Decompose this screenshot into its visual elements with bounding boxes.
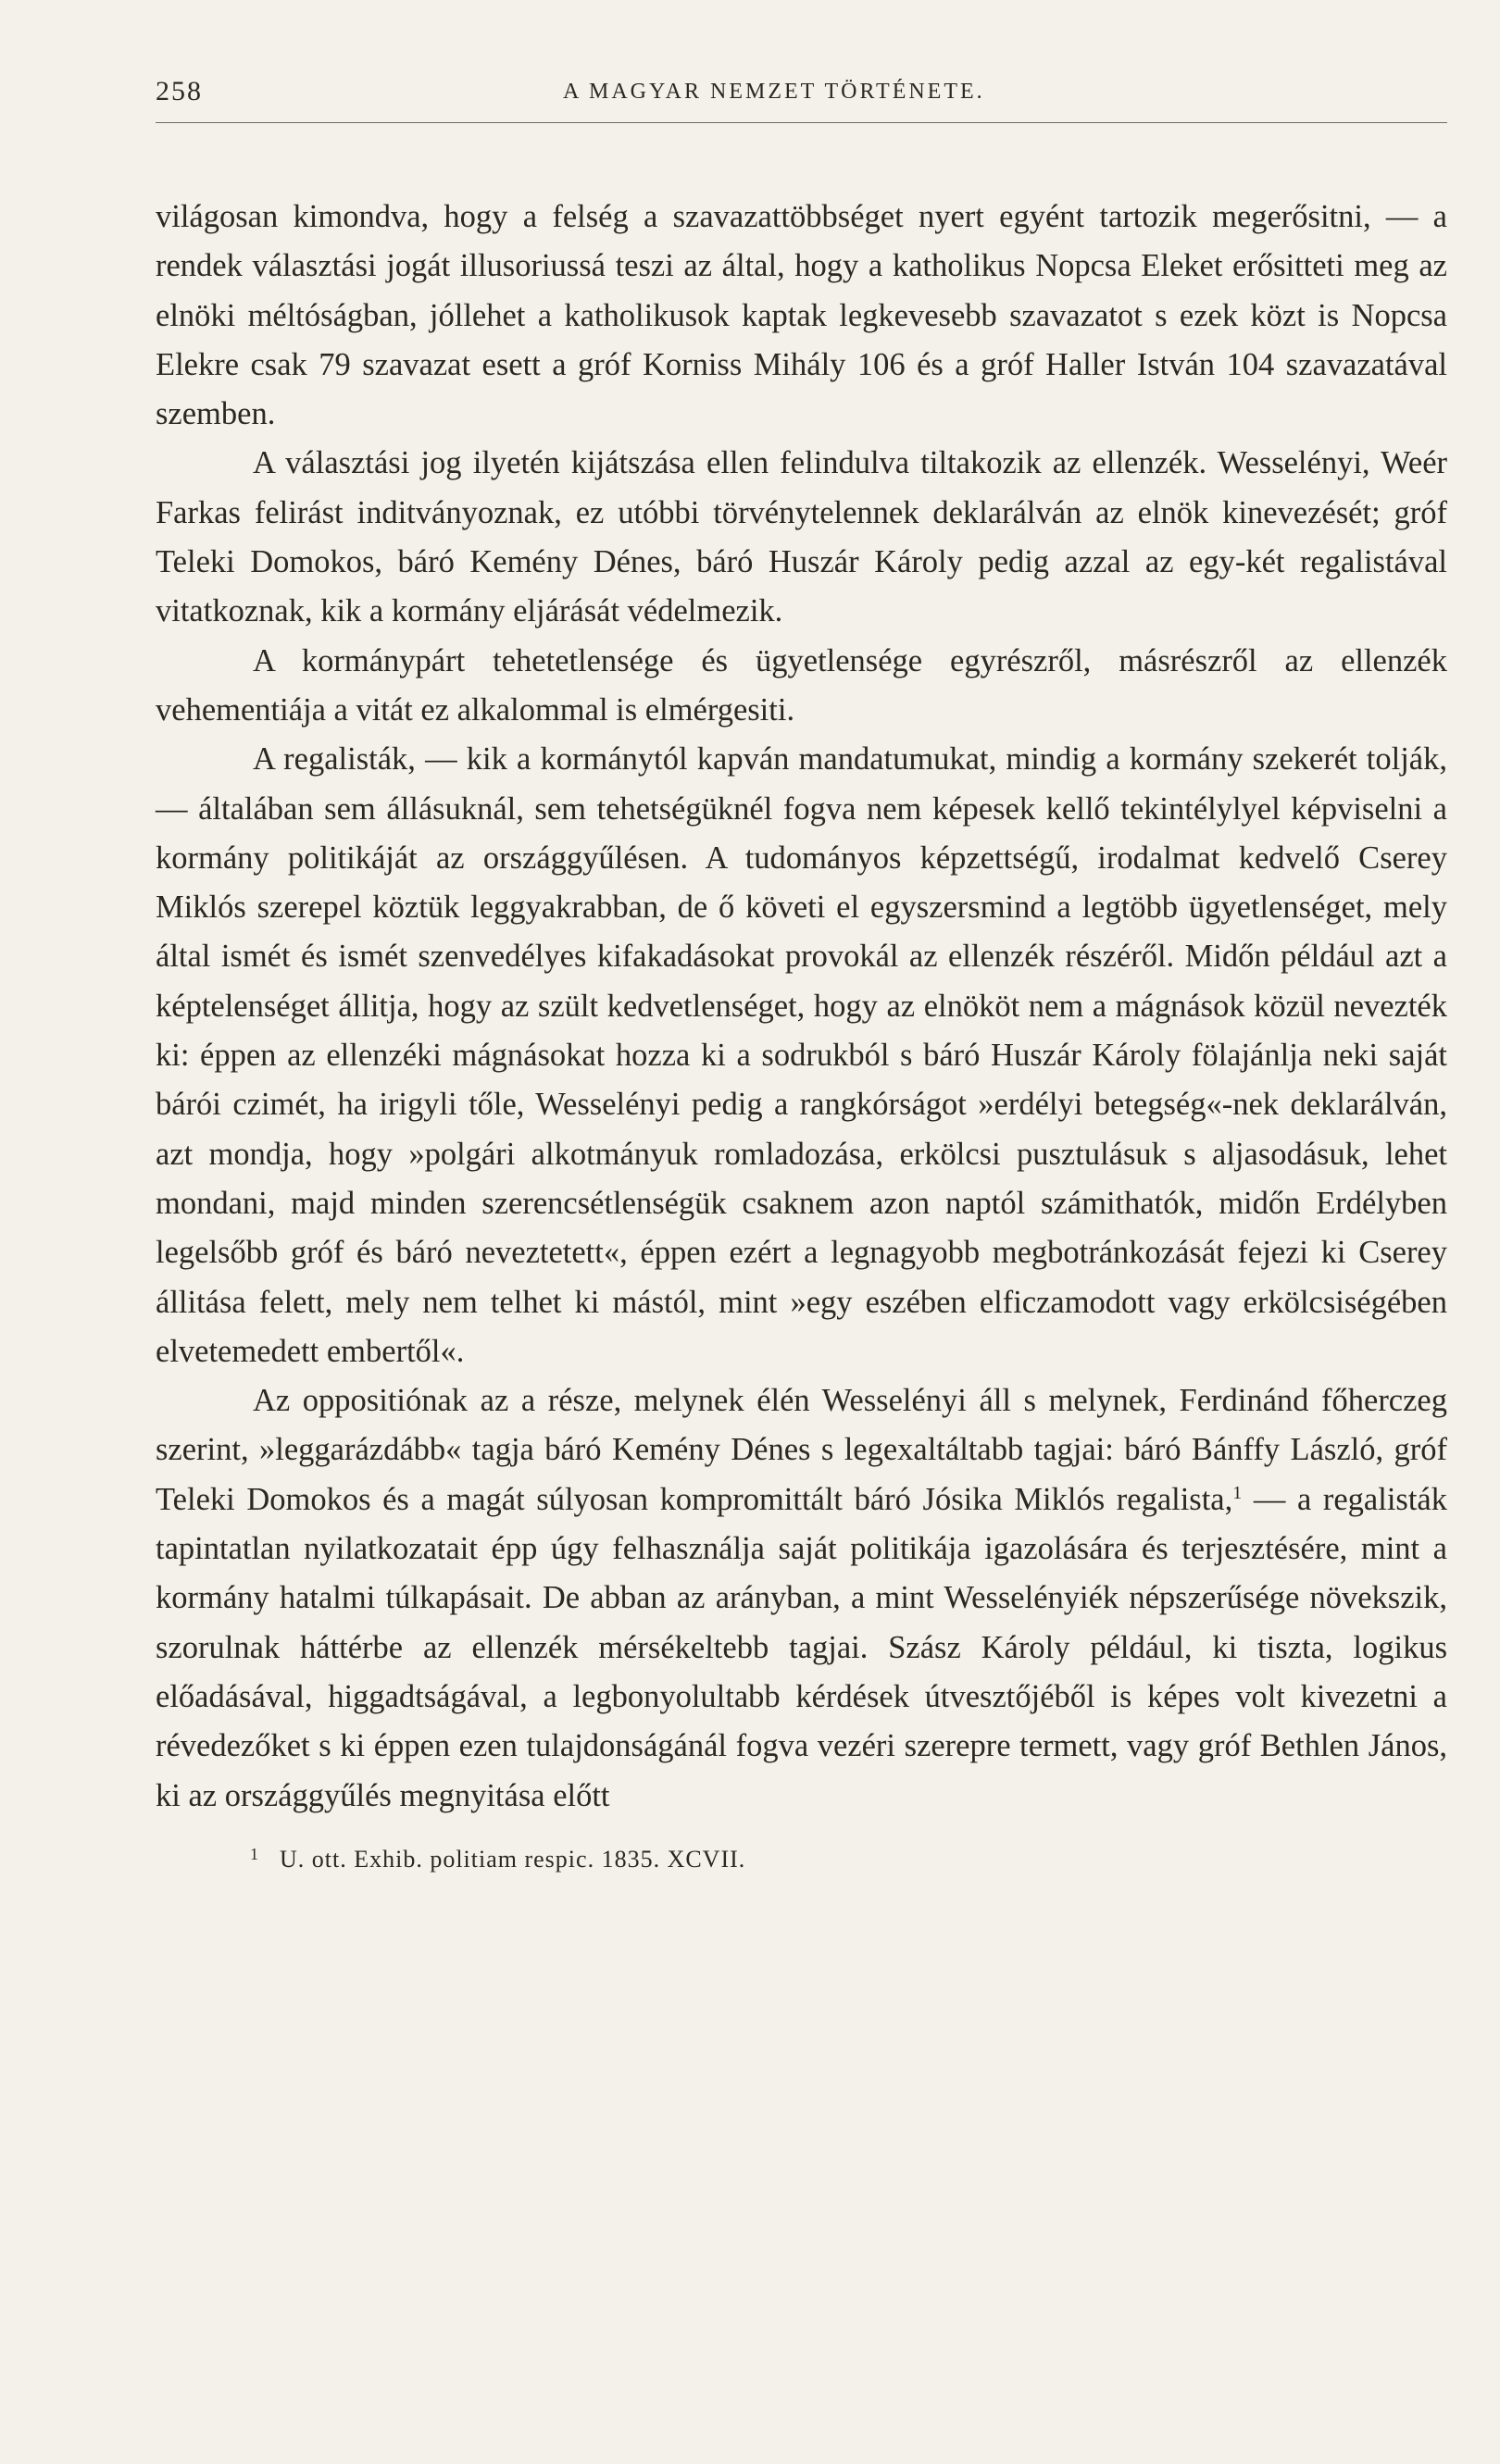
page-header <box>156 76 1452 113</box>
paragraph-4: A regalisták, — kik a kormánytól kapván mandatumukat, mindig a kormány szekerét tolják, — általában sem állásuknál, sem tehetségüknél fogva nem képesek kellő tekintélylyel képviselni a kormány politikáját az országgyűlésen. A tudományos képzettségű, irodalmat kedvelő Cserey Miklós szerepel köztük leggyakrabban, de ő követi el egyszersmind a legtöbb ügyetlenséget, mely által ismét és ismét szenvedélyes kifakadásokat provokál az ellenzék részéről. Midőn például azt a képtelenséget állitja, hogy az szült kedvetlenséget, hogy az elnököt nem a mágnások közül nevezték ki: éppen az ellenzéki mágnásokat hozza ki a sodrukból s báró Huszár Károly fölajánlja neki saját bárói czimét, ha irigyli tőle, Wesselényi pedig a rangkórságot »erdélyi betegség«-nek deklarálván, azt mondja, hogy »polgári alkotmányuk romladozása, erkölcsi pusztulásuk s aljasodásuk, lehet mondani, majd minden szerencsétlenségük csaknem azon naptól számithatók, midőn Erdélyben legelsőbb gróf és báró neveztetett«, éppen ezért a legnagyobb megbotránkozását fejezi ki Cserey állitása felett, mely nem telhet ki mástól, mint »egy eszében elficzamodott vagy erkölcsiségében elvetemedett embertől«. <box>156 741 1447 1369</box>
footnote-text: U. ott. Exhib. politiam respic. 1835. XCVII. <box>280 1846 746 1873</box>
paragraph-5-part-2: — a regalisták tapintatlan nyilatkozatait épp úgy felhasználja saját politikája igazolására és terjesztésére, mint a kormány hatalmi túlkapásait. De abban az arányban, a mint Wesselényiék népszerűsége növekszik, szorulnak háttérbe az ellenzék mérsékeltebb tagjai. Szász Károly például, ki tiszta, logikus előadásával, higgadtságával, a legbonyolultabb kérdések útvesztőjéből is képes volt kivezetni a révedezőket s ki éppen ezen tulajdonságánál fogva vezéri szerepre termett, vagy gróf Bethlen János, ki az országgyűlés megnyitása előtt <box>156 1481 1447 1813</box>
footnote <box>250 1845 1444 1873</box>
body-text <box>156 193 1447 1821</box>
running-title: A MAGYAR NEMZET TÖRTÉNETE. <box>563 80 985 104</box>
paragraph-5 <box>156 1376 1447 1821</box>
footnote-mark: 1 <box>250 1845 259 1863</box>
footnote-reference[interactable]: 1 <box>1232 1482 1243 1503</box>
header-rule <box>156 122 1447 123</box>
page-number: 258 <box>156 76 203 106</box>
paragraph-1: világosan kimondva, hogy a felség a szavazattöbbséget nyert egyént tartozik megerősitni, — a rendek választási jogát illusoriussá teszi az által, hogy a katholikus Nopcsa Eleket erősitteti meg az elnöki méltóságban, jóllehet a katholikusok kaptak legkevesebb szavazatot s ezek közt is Nopcsa Elekre csak 79 szavazat esett a gróf Korniss Mihály 106 és a gróf Haller István 104 szavazatával szemben. <box>156 199 1447 432</box>
paragraph-2: A választási jog ilyetén kijátszása ellen felindulva tiltakozik az ellenzék. Wesselényi, Weér Farkas felirást inditványoznak, ez utóbbi törvénytelennek deklarálván az elnök kinevezését; gróf Teleki Domokos, báró Kemény Dénes, báró Huszár Károly pedig azzal az egy-két regalistával vitatkoznak, kik a kormány eljárását védelmezik. <box>156 445 1447 629</box>
paragraph-5-part-1: Az oppositiónak az a része, melynek élén Wesselényi áll s melynek, Ferdinánd főherczeg szerint, »leggarázdább« tagja báró Kemény Dénes s legexaltáltabb tagjai: báró Bánffy László, gróf Teleki Domokos és a magát súlyosan kompromittált báró Jósika Miklós regalista, <box>156 1383 1447 1517</box>
paragraph-3: A kormánypárt tehetetlensége és ügyetlensége egyrészről, másrészről az ellenzék vehementiája a vitát ez alkalommal is elmérgesiti. <box>156 642 1447 728</box>
